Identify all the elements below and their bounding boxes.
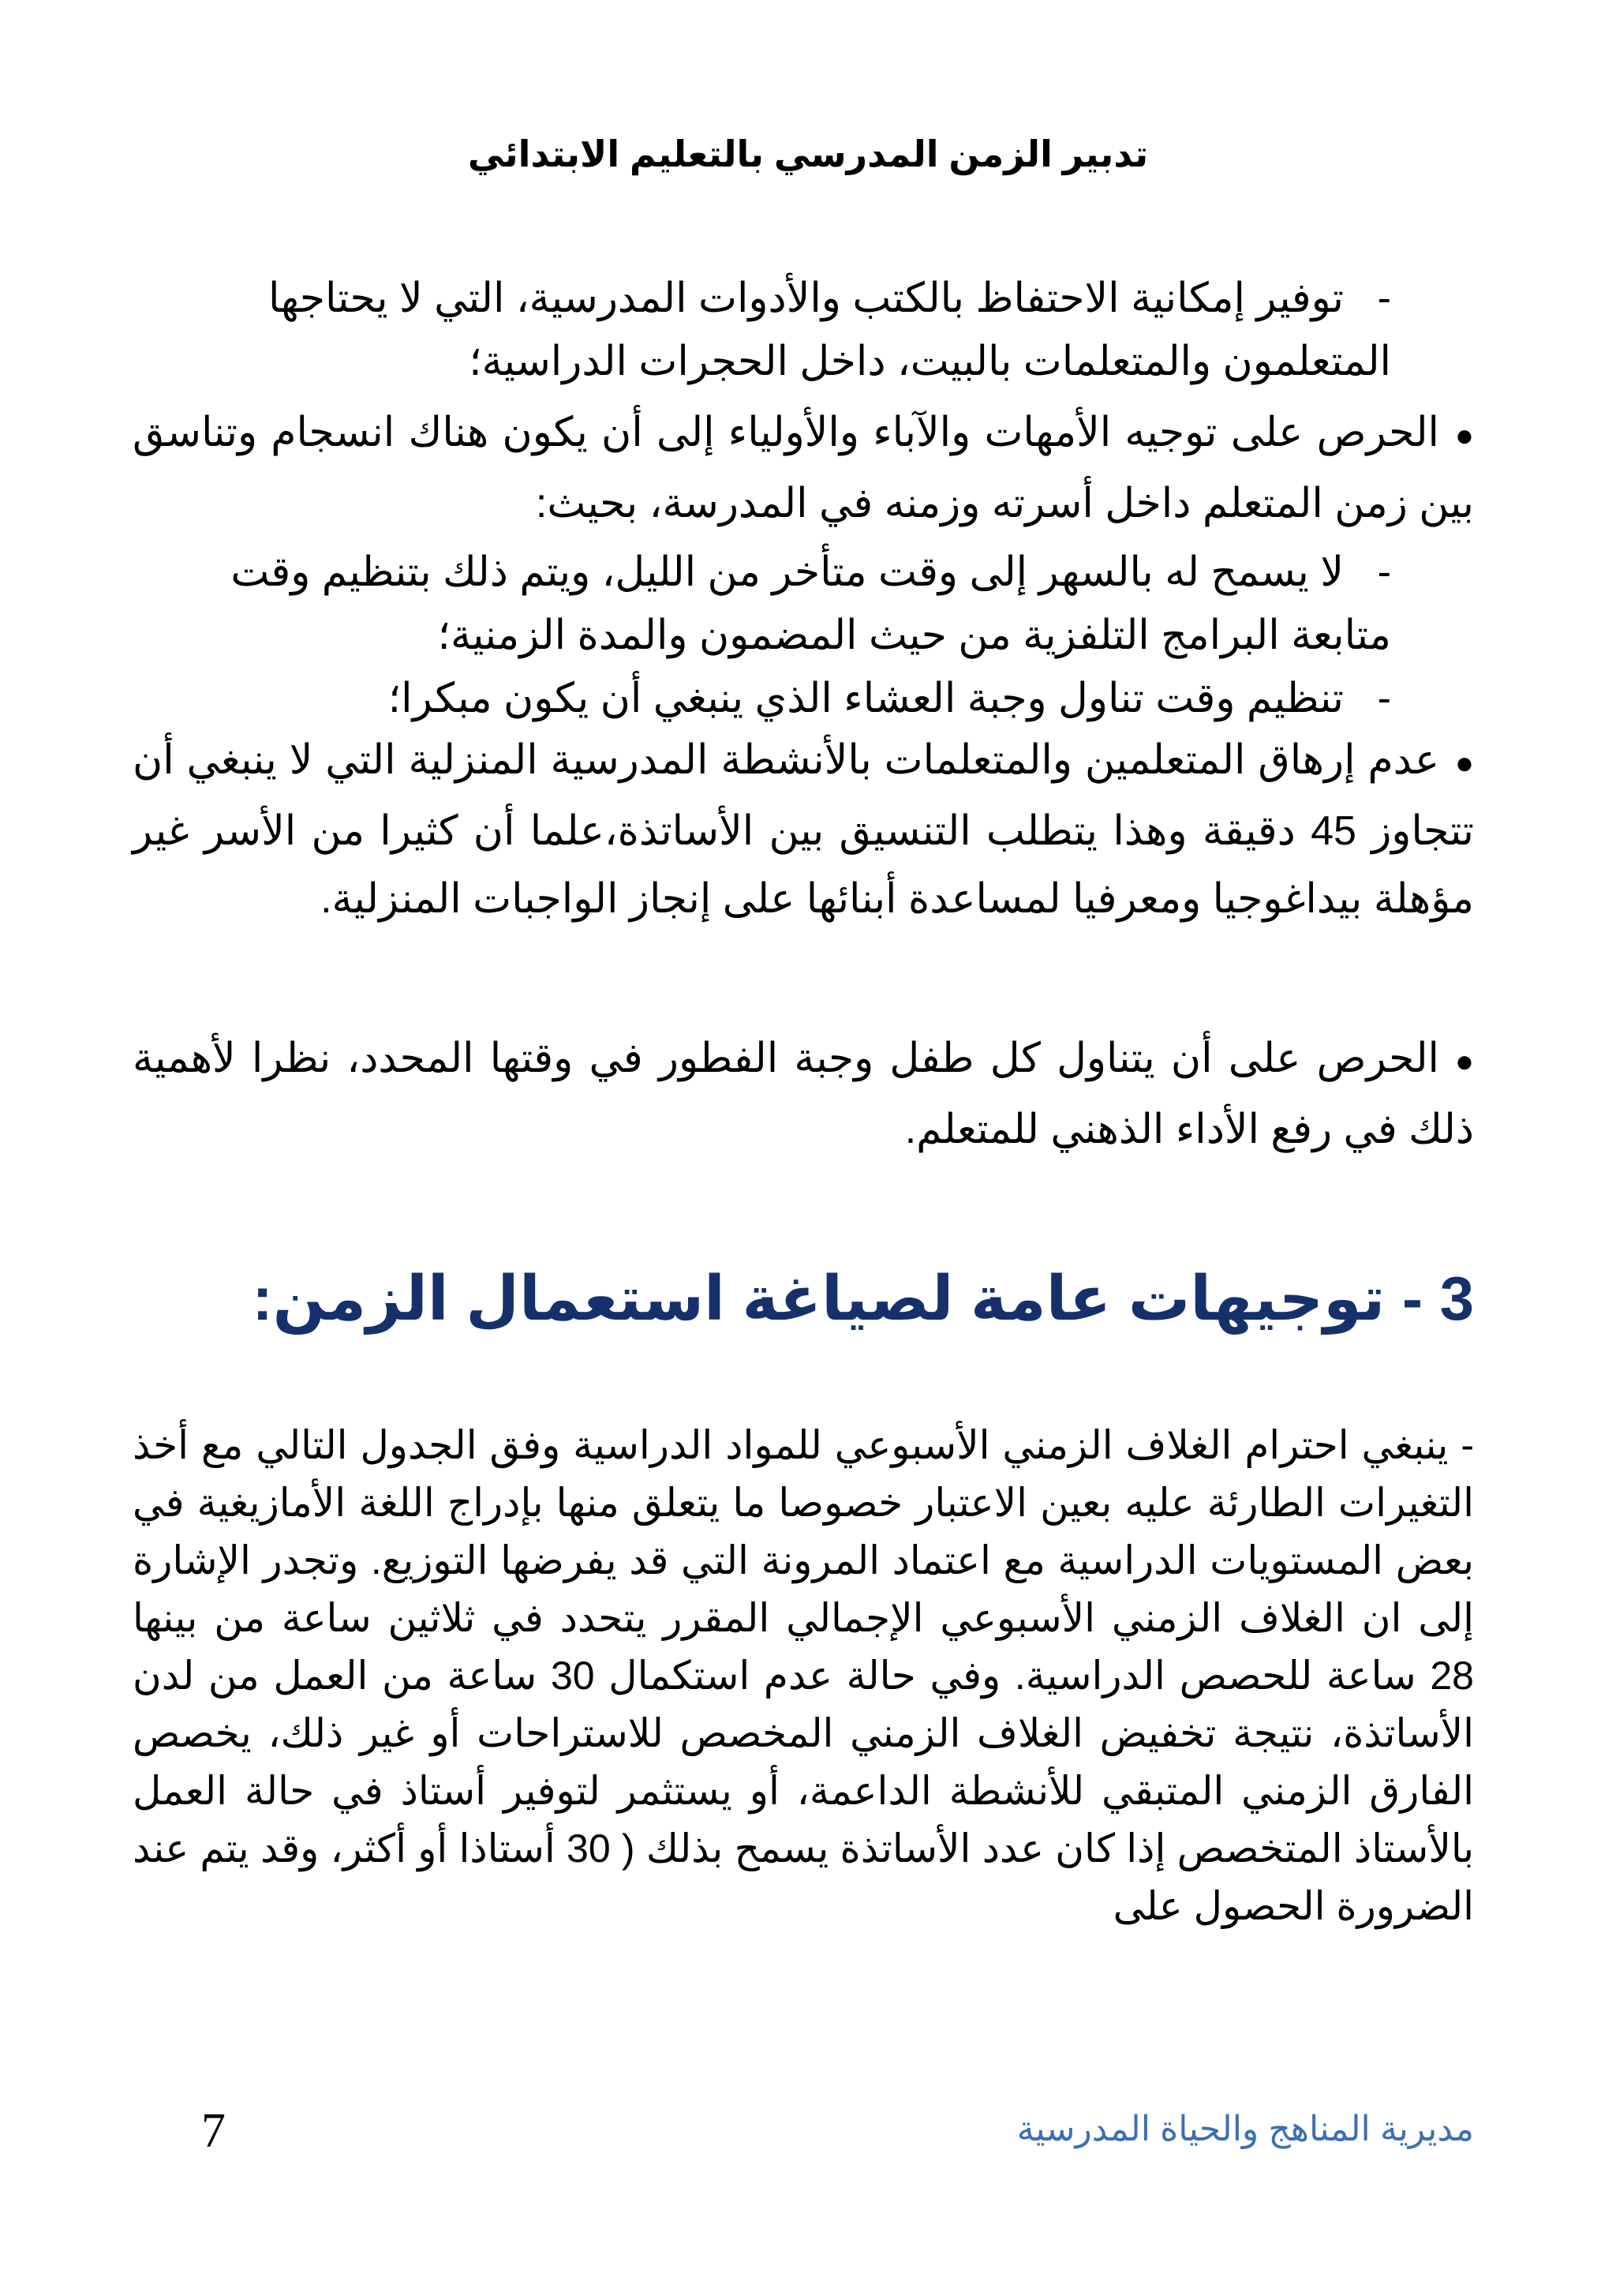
list-item-text: عدم إرهاق المتعلمين والمتعلمات بالأنشطة المدرسية المنزلية التي لا ينبغي أن تتجاوز 45 دقيقة وهذا يتطلب التنسيق بين الأساتذة،علما أن كثيرا من الأسر غير مؤهلة بيداغوجيا ومعرفيا لمساعدة أبنائها على إنجاز الواجبات المنزلية. (133, 737, 1474, 922)
bullet-icon: ● (1454, 746, 1474, 781)
list-item-dash (208, 541, 1391, 667)
page-header-title: تدبير الزمن المدرسي بالتعليم الابتدائي (467, 133, 1149, 174)
list-item-dash (208, 667, 1391, 730)
dash-marker: - (1377, 275, 1391, 321)
list-item-text: تنظيم وقت تناول وجبة العشاء الذي ينبغي أن يكون مبكرا؛ (387, 676, 1344, 721)
list-item-bullet (133, 399, 1474, 537)
list-item-bullet (133, 1024, 1474, 1163)
bullet-icon: ● (1454, 1044, 1474, 1079)
list-item-text: الحرص على أن يتناول كل طفل وجبة الفطور في وقتها المحدد، نظرا لأهمية ذلك في رفع الأداء الذهني للمتعلم. (133, 1036, 1474, 1152)
list-item-text: لا يسمح له بالسهر إلى وقت متأخر من الليل، ويتم ذلك بتنظيم وقت متابعة البرامج التلفزية من حيث المضمون والمدة الزمنية؛ (230, 549, 1391, 658)
list-item-dash (208, 267, 1391, 393)
page-number: 7 (201, 2104, 226, 2158)
list-item-text: الحرص على توجيه الأمهات والآباء والأولياء إلى أن يكون هناك انسجام وتناسق بين زمن المتعلم داخل أسرته وزمنه في المدرسة، بحيث: (133, 410, 1474, 526)
section-heading: 3 - توجيهات عامة لصياغة استعمال الزمن: (252, 1264, 1474, 1333)
dash-marker: - (1377, 549, 1391, 595)
list-item-text: توفير إمكانية الاحتفاظ بالكتب والأدوات المدرسية، التي لا يحتاجها المتعلمون والمتعلمات بالبيت، داخل الحجرات الدراسية؛ (268, 275, 1391, 384)
body-paragraph: - ينبغي احترام الغلاف الزمني الأسبوعي للمواد الدراسية وفق الجدول التالي مع أخذ التغيرات الطارئة عليه بعين الاعتبار خصوصا ما يتعلق منها بإدراج اللغة الأمازيغية في بعض المستويات الدراسية مع اعتماد المرونة التي قد يفرضها التوزيع. وتجدر الإشارة إلى ان الغلاف الزمني الأسبوعي الإجمالي المقرر يتحدد في ثلاثين ساعة من بينها 28 ساعة للحصص الدراسية. وفي حالة عدم استكمال 30 ساعة من العمل من لدن الأساتذة، نتيجة تخفيض الغلاف الزمني المخصص للاستراحات أو غير ذلك، يخصص الفارق الزمني المتبقي للأنشطة الداعمة، أو يستثمر لتوفير أستاذ في حالة العمل بالأستاذ المتخصص إذا كان عدد الأساتذة يسمح بذلك ( 30 أستاذا أو أكثر، وقد يتم عند الضرورة الحصول على (133, 1423, 1474, 1928)
dash-marker: - (1377, 676, 1391, 721)
list-item-bullet (133, 726, 1474, 933)
bullet-icon: ● (1454, 418, 1474, 453)
footer-department: مديرية المناهج والحياة المدرسية (1016, 2110, 1474, 2148)
